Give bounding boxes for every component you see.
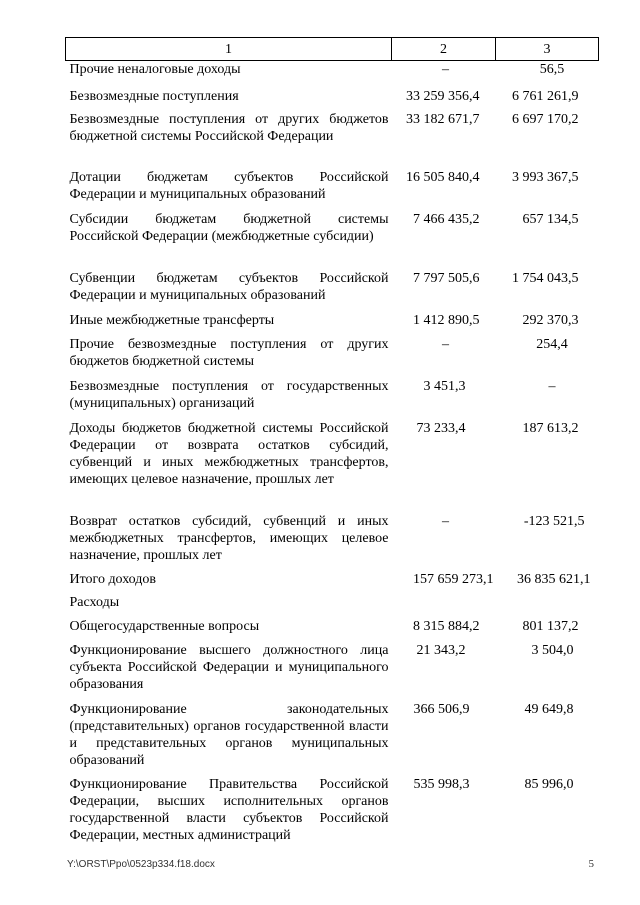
value-col-2: 73 233,4	[416, 420, 466, 436]
value-col-3: 56,5	[539, 62, 565, 77]
row-label: Субвенции бюджетам субъектов Российской Федерации и муниципальных образований	[69, 270, 389, 303]
row-label: Функционирование законодательных (представительных) органов государственной власти и представительных органов муниципальных образований	[69, 701, 389, 768]
value-col-2: 157 659 273,1	[413, 571, 494, 587]
value-col-2: –	[442, 336, 449, 352]
table-row	[66, 164, 599, 206]
value-col-2: 33 182 671,7	[406, 111, 480, 127]
value-col-3: 6 697 170,2	[512, 111, 579, 127]
table-header	[66, 38, 599, 61]
row-label: Субсидии бюджетам бюджетной системы Российской Федерации (межбюджетные субсидии)	[69, 211, 389, 244]
table-row	[66, 415, 599, 508]
row-label: Функционирование Правительства Российской Федерации, высших исполнительных органов государственной власти субъектов Российской Федерации, местных администраций	[69, 776, 389, 843]
value-col-2: 1 412 890,5	[413, 312, 480, 328]
value-col-3: 1 754 043,5	[512, 270, 579, 286]
value-col-3: 3 504,0	[531, 642, 574, 658]
row-label: Возврат остатков субсидий, субвенций и иных межбюджетных трансфертов, имеющих целевое назначение, прошлых лет	[69, 513, 389, 563]
value-col-3: –	[548, 378, 556, 394]
row-label: Безвозмездные поступления	[69, 88, 239, 104]
value-col-3: 85 996,0	[524, 776, 574, 792]
value-col-2: –	[442, 62, 449, 77]
table-row	[66, 696, 599, 771]
value-col-2: 8 315 884,2	[413, 618, 480, 634]
column-header-2: 2	[392, 38, 496, 61]
budget-table	[65, 37, 599, 846]
table-row	[66, 61, 599, 84]
value-col-2	[392, 590, 496, 613]
table-row	[66, 508, 599, 566]
value-col-3: 49 649,8	[524, 701, 574, 717]
table-row	[66, 307, 599, 331]
value-col-3	[496, 590, 599, 613]
row-label: Функционирование высшего должностного лица субъекта Российской Федерации и муниципального образования	[69, 642, 389, 692]
table-row	[66, 637, 599, 696]
page-number: 5	[588, 858, 594, 870]
table-row	[66, 566, 599, 590]
value-col-2: 33 259 356,4	[406, 88, 480, 104]
row-label: Иные межбюджетные трансферты	[69, 312, 275, 328]
column-header-3: 3	[496, 38, 599, 61]
value-col-3: 6 761 261,9	[512, 88, 579, 104]
value-col-3: 254,4	[536, 336, 568, 352]
table-row	[66, 771, 599, 846]
row-label: Доходы бюджетов бюджетной системы Российской Федерации от возврата остатков субсидий, субвенций и иных межбюджетных трансфертов, имеющих целевое назначение, прошлых лет	[69, 420, 389, 487]
table-row	[66, 613, 599, 637]
value-col-3: 657 134,5	[522, 211, 579, 227]
value-col-2: 7 797 505,6	[413, 270, 480, 286]
row-label: Прочие безвозмездные поступления от других бюджетов бюджетной системы	[69, 336, 389, 369]
value-col-3: 187 613,2	[522, 420, 579, 436]
value-col-3: 36 835 621,1	[517, 571, 591, 587]
table-row	[66, 106, 599, 164]
footer-file-path: Y:\ORST\Ppo\0523p334.f18.docx	[67, 859, 215, 870]
value-col-2: –	[442, 513, 449, 529]
row-label: Дотации бюджетам субъектов Российской Федерации и муниципальных образований	[69, 169, 389, 202]
column-header-1: 1	[66, 38, 392, 61]
table-row	[66, 590, 599, 613]
table-row	[66, 206, 599, 265]
row-label: Итого доходов	[69, 571, 157, 587]
row-label: Расходы	[69, 594, 120, 610]
row-label: Общегосударственные вопросы	[69, 618, 260, 634]
value-col-2: 535 998,3	[413, 776, 470, 792]
table-row	[66, 331, 599, 373]
row-label: Безвозмездные поступления от государственных (муниципальных) организаций	[69, 378, 389, 411]
table-row	[66, 265, 599, 307]
value-col-2: 21 343,2	[416, 642, 466, 658]
value-col-2: 16 505 840,4	[406, 169, 480, 185]
table-row	[66, 373, 599, 415]
value-col-3: 3 993 367,5	[512, 169, 579, 185]
value-col-2: 366 506,9	[413, 701, 470, 717]
table-row	[66, 84, 599, 106]
value-col-2: 7 466 435,2	[413, 211, 480, 227]
value-col-3: 801 137,2	[522, 618, 579, 634]
value-col-2: 3 451,3	[423, 378, 466, 394]
row-label: Прочие неналоговые доходы	[69, 62, 241, 77]
row-label: Безвозмездные поступления от других бюджетов бюджетной системы Российской Федерации	[69, 111, 389, 144]
value-col-3: 292 370,3	[522, 312, 579, 328]
value-col-3: -123 521,5	[523, 513, 585, 529]
